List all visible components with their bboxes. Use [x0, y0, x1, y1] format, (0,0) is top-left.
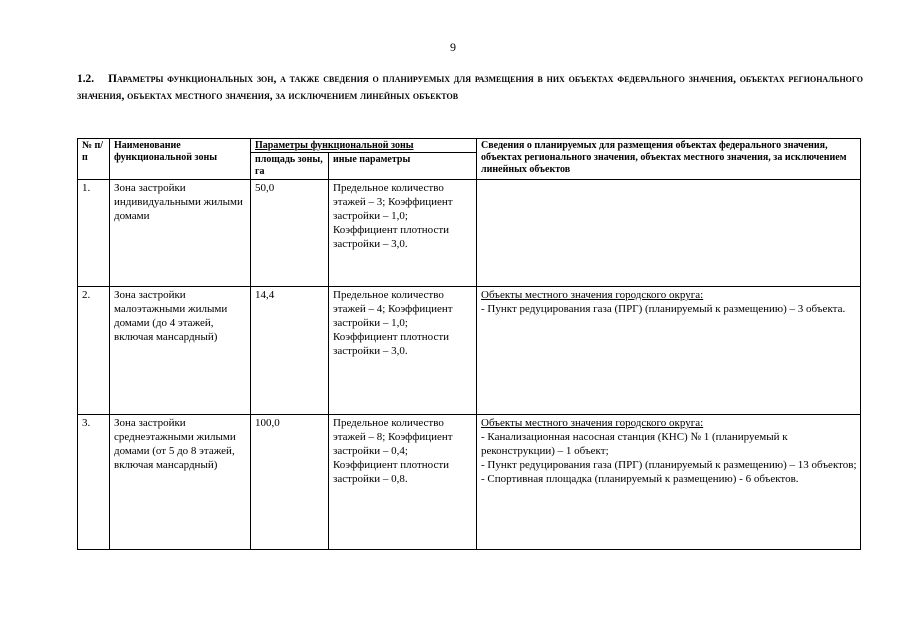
planned-object-item: - Пункт редуцирования газа (ПРГ) (планируемый к размещению) – 3 объекта.: [481, 303, 846, 315]
page-number: 9: [450, 40, 456, 54]
planned-object-item: - Канализационная насосная станция (КНС) № 1 (планируемый к реконструкции) – 1 объект;: [481, 431, 788, 457]
section-number: 1.2.: [77, 73, 95, 85]
row-other-params: Предельное количество этажей – 8; Коэффициент застройки – 0,4; Коэффициент плотности застройки – 0,8.: [329, 415, 477, 550]
header-area: площадь зоны, га: [251, 153, 329, 180]
row-zone-name: Зона застройки среднеэтажными жилыми домами (от 5 до 8 этажей, включая мансардный): [110, 415, 251, 550]
header-planned-objects: Сведения о планируемых для размещения объектах федерального значения, объектах регионального значения, объектах местного значения, за исключением линейных объектов: [477, 139, 861, 180]
planned-objects-title: Объекты местного значения городского округа:: [481, 417, 704, 429]
row-planned-objects: [477, 415, 861, 550]
row-num: 3.: [78, 415, 110, 550]
section-title: Параметры функциональных зон, а также сведения о планируемых для размещения в них объектах федерального значения, объектах регионального значения, объектах местного значения, за исключением линейных объектов: [77, 73, 863, 102]
section-heading: [77, 71, 863, 105]
table-row: [78, 180, 861, 287]
planned-objects-title: Объекты местного значения городского округа:: [481, 289, 704, 301]
row-area: 14,4: [251, 287, 329, 415]
table-row: [78, 415, 861, 550]
planned-object-item: - Спортивная площадка (планируемый к размещению) - 6 объектов.: [481, 473, 799, 485]
row-zone-name: Зона застройки малоэтажными жилыми домами (до 4 этажей, включая мансардный): [110, 287, 251, 415]
row-planned-objects: [477, 287, 861, 415]
row-planned-objects: [477, 180, 861, 287]
row-other-params: Предельное количество этажей – 4; Коэффициент застройки – 1,0; Коэффициент плотности застройки – 3,0.: [329, 287, 477, 415]
header-zone-name: Наименование функциональной зоны: [110, 139, 251, 180]
row-area: 100,0: [251, 415, 329, 550]
table-row: [78, 287, 861, 415]
row-zone-name: Зона застройки индивидуальными жилыми домами: [110, 180, 251, 287]
row-num: 1.: [78, 180, 110, 287]
header-other-params: иные параметры: [329, 153, 477, 180]
row-area: 50,0: [251, 180, 329, 287]
row-num: 2.: [78, 287, 110, 415]
row-other-params: Предельное количество этажей – 3; Коэффициент застройки – 1,0; Коэффициент плотности застройки – 3,0.: [329, 180, 477, 287]
zone-parameters-table: [77, 138, 861, 550]
header-num: № п/п: [78, 139, 110, 180]
planned-object-item: - Пункт редуцирования газа (ПРГ) (планируемый к размещению) – 13 объектов;: [481, 459, 857, 471]
header-params-group: Параметры функциональной зоны: [251, 139, 477, 153]
